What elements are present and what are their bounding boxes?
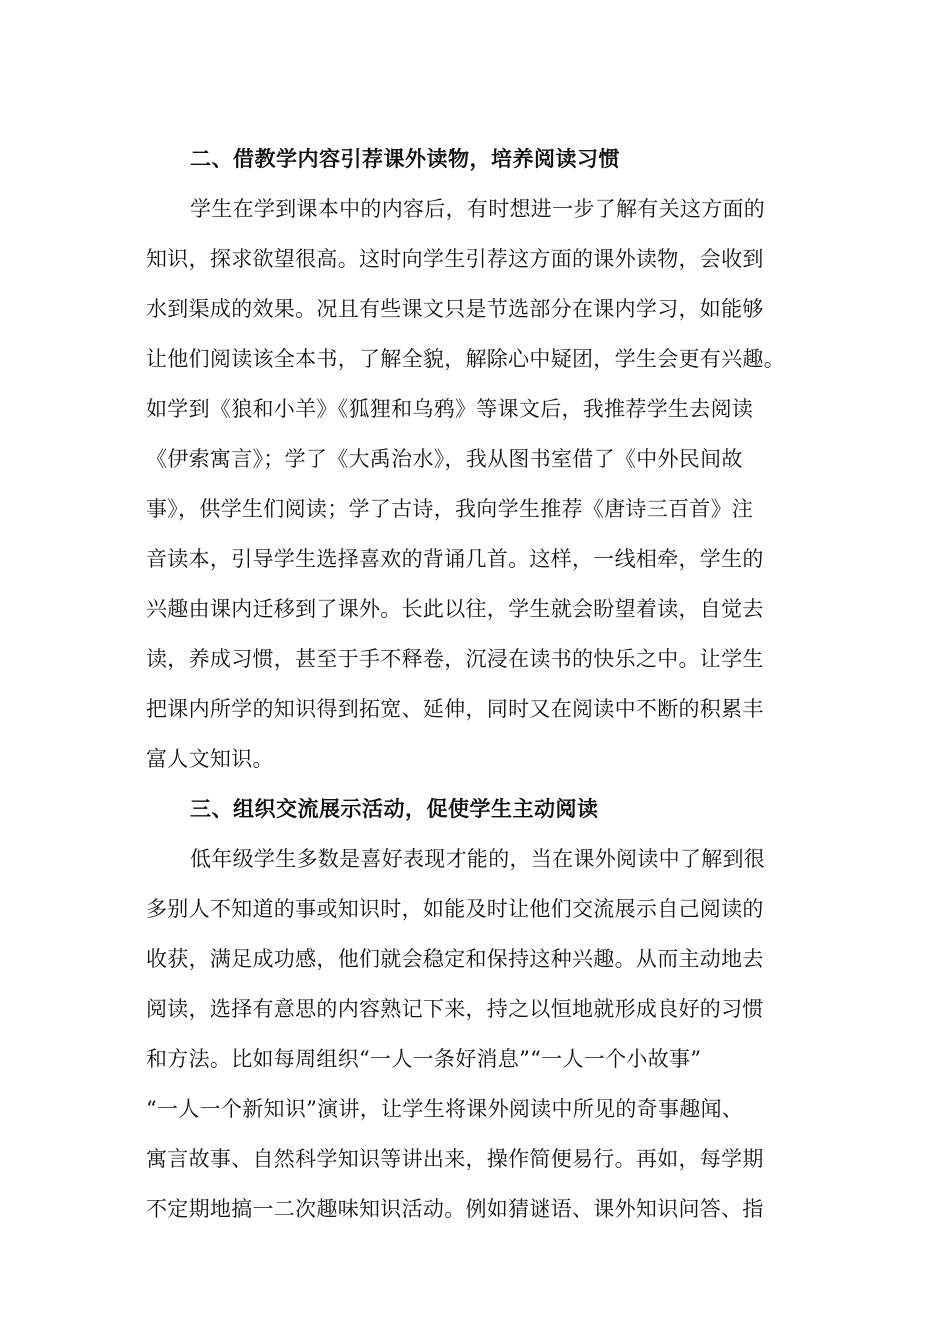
- section-heading-3: 三、组织交流展示活动，促使学生主动阅读: [190, 797, 599, 821]
- paragraph-line: 阅读，选择有意思的内容熟记下来，持之以恒地就形成良好的习惯: [146, 997, 764, 1021]
- paragraph-line: 兴趣由课内迁移到了课外。长此以往，学生就会盼望着读，自觉去: [146, 597, 764, 621]
- paragraph-line: 把课内所学的知识得到拓宽、延伸，同时又在阅读中不断的积累丰: [146, 697, 764, 721]
- paragraph-line: 富人文知识。: [146, 747, 274, 771]
- paragraph-line: 读，养成习惯，甚至于手不释卷，沉浸在读书的快乐之中。让学生: [146, 647, 764, 671]
- paragraph-line: “一人一个新知识”演讲，让学生将课外阅读中所见的奇事趣闻、: [146, 1097, 744, 1121]
- document-body: [146, 134, 806, 1234]
- paragraph-line: 低年级学生多数是喜好表现才能的，当在课外阅读中了解到很: [190, 847, 766, 871]
- paragraph-line: 让他们阅读该全本书，了解全貌，解除心中疑团，学生会更有兴趣。: [146, 347, 785, 371]
- paragraph-line: 水到渠成的效果。况且有些课文只是节选部分在课内学习，如能够: [146, 297, 764, 321]
- paragraph-line: 学生在学到课本中的内容后，有时想进一步了解有关这方面的: [190, 197, 766, 221]
- paragraph-line: 事》，供学生们阅读；学了古诗，我向学生推荐《唐诗三百首》注: [146, 497, 754, 521]
- paragraph-line: 寓言故事、自然科学知识等讲出来，操作简便易行。再如，每学期: [146, 1147, 764, 1171]
- paragraph-line: 和方法。比如每周组织“一人一条好消息”“一人一个小故事”: [146, 1047, 702, 1071]
- section-heading-2: 二、借教学内容引荐课外读物，培养阅读习惯: [190, 147, 620, 171]
- paragraph-line: 多别人不知道的事或知识时，如能及时让他们交流展示自己阅读的: [146, 897, 764, 921]
- paragraph-line: 如学到《狼和小羊》《狐狸和乌鸦》等课文后，我推荐学生去阅读: [146, 397, 754, 421]
- paragraph-line: 知识，探求欲望很高。这时向学生引荐这方面的课外读物，会收到: [146, 247, 764, 271]
- paragraph-line: 不定期地搞一二次趣味知识活动。例如猜谜语、课外知识问答、指: [146, 1197, 764, 1221]
- paragraph-line: 收获，满足成功感，他们就会稳定和保持这种兴趣。从而主动地去: [146, 947, 764, 971]
- paragraph-line: 《伊索寓言》；学了《大禹治水》，我从图书室借了《中外民间故: [146, 447, 743, 471]
- paragraph-line: 音读本，引导学生选择喜欢的背诵几首。这样，一线相牵，学生的: [146, 547, 764, 571]
